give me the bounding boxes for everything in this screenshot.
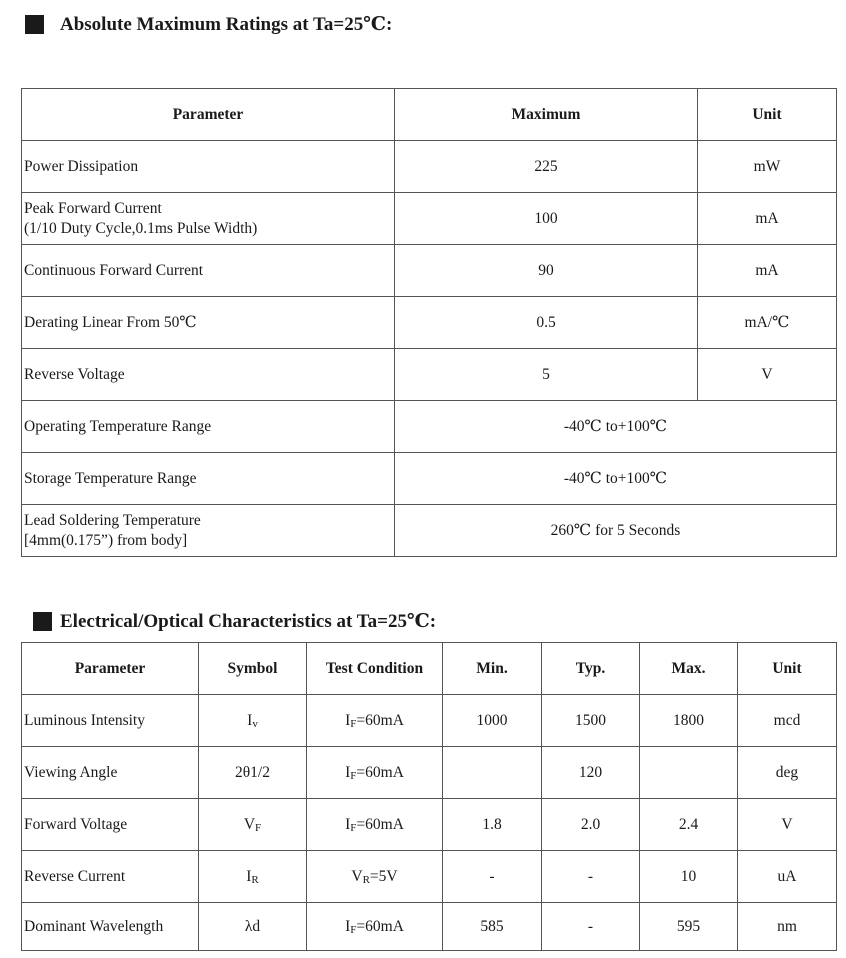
table-row [22, 297, 837, 349]
max-cell: 10 [640, 851, 738, 903]
condition-cell-subscript: R [362, 873, 370, 886]
table-row [22, 401, 837, 453]
typ-cell: 2.0 [542, 799, 640, 851]
column-header: Symbol [199, 643, 307, 695]
maximum-cell: 0.5 [395, 297, 698, 349]
condition-cell [307, 903, 443, 951]
condition-cell-rest: =60mA [356, 763, 404, 781]
symbol-cell-main: λd [244, 917, 261, 935]
parameter-cell [22, 453, 395, 505]
parameter-text: Power Dissipation [24, 157, 139, 175]
max-cell: 595 [640, 903, 738, 951]
typ-cell: - [542, 903, 640, 951]
unit-cell: mA [698, 245, 837, 297]
typ-cell: 1500 [542, 695, 640, 747]
condition-cell-rest: =60mA [356, 711, 404, 729]
column-header: Typ. [542, 643, 640, 695]
column-header: Max. [640, 643, 738, 695]
unit-cell: uA [738, 851, 837, 903]
condition-cell-subscript: F [350, 769, 357, 782]
section-title-text: Absolute Maximum Ratings at Ta=25℃: [60, 13, 393, 35]
section-title-absolute-maximum-ratings [25, 13, 392, 35]
parameter-text: Operating Temperature Range [24, 417, 212, 435]
table-row [22, 505, 837, 557]
table-row [22, 903, 837, 951]
header-parameter: Parameter [22, 89, 395, 141]
column-header: Parameter [22, 643, 199, 695]
electrical-optical-table [21, 642, 837, 951]
parameter-cell: Dominant Wavelength [22, 903, 199, 951]
condition-cell-subscript: F [350, 923, 357, 936]
column-header: Test Condition [307, 643, 443, 695]
parameter-text: (1/10 Duty Cycle,0.1ms Pulse Width) [24, 219, 258, 237]
header-maximum: Maximum [395, 89, 698, 141]
maximum-cell: 5 [395, 349, 698, 401]
parameter-cell: Reverse Current [22, 851, 199, 903]
condition-cell [307, 851, 443, 903]
condition-cell [307, 799, 443, 851]
maximum-cell: 225 [395, 141, 698, 193]
column-header: Min. [443, 643, 542, 695]
symbol-cell-main: 2θ1/2 [235, 763, 270, 781]
parameter-cell [22, 245, 395, 297]
parameter-cell [22, 505, 395, 557]
parameter-text: Storage Temperature Range [24, 469, 197, 487]
condition-cell-main: I [345, 815, 351, 833]
unit-cell: mW [698, 141, 837, 193]
table-row [22, 695, 837, 747]
symbol-cell-main: V [243, 815, 256, 833]
symbol-cell [199, 903, 307, 951]
symbol-cell-subscript: F [255, 821, 262, 834]
unit-cell: mA/℃ [698, 297, 837, 349]
parameter-text: Derating Linear From 50℃ [24, 313, 197, 331]
condition-cell-rest: =60mA [356, 917, 404, 935]
symbol-cell [199, 695, 307, 747]
maximum-cell: 90 [395, 245, 698, 297]
parameter-cell [22, 297, 395, 349]
parameter-text: Peak Forward Current [24, 199, 162, 217]
table-row [22, 747, 837, 799]
unit-cell: mcd [738, 695, 837, 747]
typ-cell: - [542, 851, 640, 903]
max-cell [640, 747, 738, 799]
unit-cell: V [738, 799, 837, 851]
symbol-cell-main: I [246, 867, 252, 885]
parameter-text: Lead Soldering Temperature [24, 511, 201, 529]
unit-cell: mA [698, 193, 837, 245]
unit-cell: nm [738, 903, 837, 951]
maximum-cell: 100 [395, 193, 698, 245]
condition-cell-subscript: F [350, 717, 357, 730]
parameter-cell: Forward Voltage [22, 799, 199, 851]
condition-cell-rest: =5V [369, 867, 398, 885]
symbol-cell-main: I [247, 711, 253, 729]
condition-cell-main: V [351, 867, 363, 885]
condition-cell [307, 695, 443, 747]
parameter-text: Reverse Voltage [24, 365, 125, 383]
section-title-text: Electrical/Optical Characteristics at Ta=25℃: [60, 610, 437, 632]
unit-cell: deg [738, 747, 837, 799]
unit-cell: V [698, 349, 837, 401]
value-cell: -40℃ to+100℃ [395, 401, 837, 453]
min-cell: 585 [443, 903, 542, 951]
table-header-row [22, 643, 837, 695]
table-row [22, 799, 837, 851]
min-cell: 1000 [443, 695, 542, 747]
table-row [22, 851, 837, 903]
parameter-cell [22, 401, 395, 453]
value-cell: -40℃ to+100℃ [395, 453, 837, 505]
header-unit: Unit [698, 89, 837, 141]
parameter-text: Continuous Forward Current [24, 261, 204, 279]
condition-cell-main: I [345, 917, 351, 935]
table-row [22, 349, 837, 401]
condition-cell [307, 747, 443, 799]
min-cell [443, 747, 542, 799]
condition-cell-subscript: F [350, 821, 357, 834]
parameter-cell: Luminous Intensity [22, 695, 199, 747]
table-header-row [22, 89, 837, 141]
table-row [22, 245, 837, 297]
absolute-maximum-ratings-table [21, 88, 837, 557]
parameter-cell [22, 141, 395, 193]
condition-cell-main: I [345, 711, 351, 729]
condition-cell-main: I [345, 763, 351, 781]
symbol-cell-subscript: R [251, 873, 259, 886]
table-row [22, 453, 837, 505]
parameter-text: [4mm(0.175”) from body] [24, 531, 188, 549]
parameter-cell: Viewing Angle [22, 747, 199, 799]
symbol-cell-subscript: v [252, 717, 258, 730]
typ-cell: 120 [542, 747, 640, 799]
max-cell: 2.4 [640, 799, 738, 851]
min-cell: - [443, 851, 542, 903]
table-row [22, 193, 837, 245]
value-cell: 260℃ for 5 Seconds [395, 505, 837, 557]
parameter-cell [22, 193, 395, 245]
table-row [22, 141, 837, 193]
bullet-square-icon [25, 15, 44, 34]
symbol-cell [199, 747, 307, 799]
column-header: Unit [738, 643, 837, 695]
symbol-cell [199, 799, 307, 851]
min-cell: 1.8 [443, 799, 542, 851]
parameter-cell [22, 349, 395, 401]
condition-cell-rest: =60mA [356, 815, 404, 833]
section-title-electrical-optical [33, 610, 436, 632]
bullet-square-icon [33, 612, 52, 631]
max-cell: 1800 [640, 695, 738, 747]
symbol-cell [199, 851, 307, 903]
